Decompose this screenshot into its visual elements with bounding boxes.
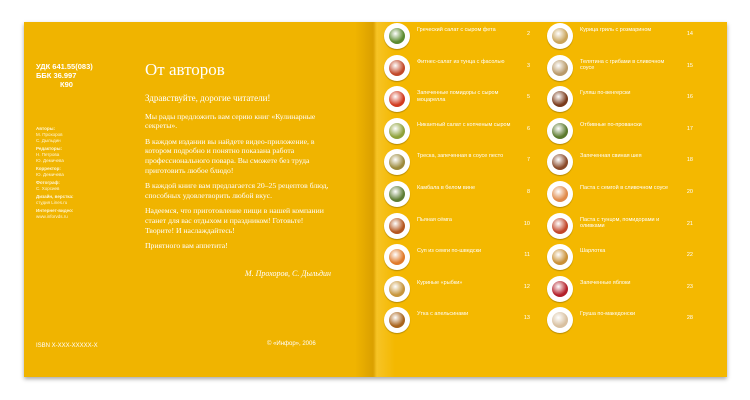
page-number: 10 (523, 220, 530, 227)
dish-plate-icon (384, 86, 410, 112)
dish-name: Телятина с грибами в сливочном соусе (580, 58, 665, 72)
dish-plate-icon (547, 181, 573, 207)
dish-name: Никантный салат с копченым сыром (417, 121, 511, 128)
dish-name: Шарлотка (580, 248, 606, 255)
paragraph: В каждой книге вам предлагается 20–25 рецептов блюд, способных удовлетворить любой вкус. (145, 181, 329, 200)
dish-name: Запеченные яблоки (580, 279, 631, 286)
dish-name: Пьяная сёмга (417, 216, 452, 223)
dish-plate-icon (547, 55, 573, 81)
paragraph: Приятного вам аппетита! (145, 241, 228, 251)
toc-entry (547, 242, 707, 274)
dish-plate-icon (384, 149, 410, 175)
dish-name: Отбивные по-провански (580, 121, 642, 128)
page-number: 23 (686, 283, 693, 290)
toc-entry (384, 242, 544, 274)
dish-food-icon (552, 123, 568, 139)
credit-label: Дизайн, верстка: (36, 194, 74, 199)
dish-food-icon (552, 281, 568, 297)
page-number: 8 (526, 188, 530, 195)
udk-line: УДК 641.55(083) (36, 62, 93, 71)
dish-name: Паста с семгой в сливочном соусе (580, 184, 669, 191)
toc-entry (547, 116, 707, 148)
toc-entry (547, 179, 707, 211)
credit-label: Редакторы: (36, 146, 62, 151)
copyright: © «Инфор», 2006 (267, 341, 316, 347)
dish-name: Треска, запеченная в соусе песто (417, 153, 504, 160)
credits-block (36, 126, 126, 222)
dish-plate-icon (384, 55, 410, 81)
toc-entry (384, 116, 544, 148)
dish-name: Паста с тунцом, помидорами и оливками (580, 216, 660, 230)
page-number: 7 (526, 157, 530, 164)
toc-entry (547, 147, 707, 179)
dish-plate-icon (547, 307, 573, 333)
dish-food-icon (389, 123, 405, 139)
dish-plate-icon (384, 276, 410, 302)
dish-plate-icon (384, 23, 410, 49)
dish-plate-icon (547, 213, 573, 239)
dish-name: Греческий салат с сыром фета (417, 27, 496, 33)
greeting: Здравствуйте, дорогие читатели! (145, 93, 271, 103)
paragraph: Мы рады предложить вам серию книг «Кулинарные секреты». (145, 111, 316, 131)
credit-name: С. Дыльдин (36, 138, 61, 143)
paragraph: Надеемся, что приготовление пищи в нашей компании станет для вас отдыхом и праздником! Готовьте! Творите! И наслаждайтесь! (145, 206, 324, 235)
dish-food-icon (389, 60, 405, 76)
dish-food-icon (552, 312, 568, 328)
page-number: 17 (686, 125, 693, 132)
isbn: ISBN X-XXX-XXXXX-X (36, 343, 98, 349)
credit-name: С. Хорсиев (36, 186, 60, 191)
dish-food-icon (552, 28, 568, 44)
toc-entry (384, 53, 544, 85)
page-number: 21 (686, 220, 693, 227)
dish-plate-icon (547, 118, 573, 144)
toc-entry (384, 84, 544, 116)
dish-name: Груша по-македонски (580, 311, 636, 318)
toc-entry (547, 21, 707, 53)
dish-name: Гуляш по-венгерски (580, 90, 631, 97)
credit-name: Ю. Демичева (36, 158, 64, 163)
dish-food-icon (552, 60, 568, 76)
paragraph: В каждом издании вы найдете видео-приложение, в котором подробно и понятно показана работа профессионального повара. Вы сможете без труда приготовить любое блюдо! (145, 136, 315, 175)
credit-group (36, 126, 126, 144)
dish-food-icon (389, 312, 405, 328)
page-number: 2 (526, 31, 530, 37)
dish-food-icon (389, 249, 405, 265)
page-title: От авторов (145, 60, 225, 79)
dish-plate-icon (384, 213, 410, 239)
toc-entry (384, 147, 544, 179)
dish-plate-icon (547, 149, 573, 175)
dish-food-icon (389, 91, 405, 107)
page-number: 11 (524, 252, 530, 259)
page-number: 12 (523, 283, 530, 290)
dish-food-icon (552, 91, 568, 107)
dish-name: Запеченная свиная шея (580, 153, 642, 160)
toc-column-left (384, 21, 544, 337)
credit-label: Корректор: (36, 166, 61, 171)
dish-name: Фитнес-салат из тунца с фасолью (417, 58, 505, 65)
dish-food-icon (389, 154, 405, 170)
dish-food-icon (552, 186, 568, 202)
toc-entry (547, 53, 707, 85)
authors-signature: М. Прохоров, С. Дыльдин (244, 269, 331, 278)
dish-plate-icon (547, 276, 573, 302)
dish-food-icon (389, 218, 405, 234)
credit-label: Фотограф: (36, 180, 60, 185)
page-number: 18 (686, 157, 693, 164)
toc-entry (384, 179, 544, 211)
dish-name: Камбала в белом вине (417, 184, 476, 191)
dish-name: Запеченные помидоры с сыром моцарелла (417, 90, 499, 103)
page-number: 15 (686, 62, 693, 69)
left-page (24, 22, 375, 377)
credit-label: Интернет-видео: (36, 208, 74, 213)
page-number: 6 (526, 125, 530, 132)
dish-name: Утка с апельсинами (417, 311, 469, 318)
toc-entry (547, 211, 707, 243)
author-sign-line: К90 (60, 80, 73, 89)
credit-name: М. Прохоров (36, 132, 63, 137)
credit-group (36, 180, 126, 192)
foreword-text (145, 94, 331, 257)
page-number: 22 (686, 252, 693, 259)
dish-plate-icon (547, 23, 573, 49)
dish-food-icon (552, 218, 568, 234)
credit-name: Н. Петрова (36, 152, 60, 157)
bbk-line: ББК 36.997 (36, 71, 77, 80)
credit-group (36, 194, 126, 206)
toc-entry (384, 21, 544, 53)
toc-entry (547, 305, 707, 337)
dish-name: Курица гриль с розмарином (580, 27, 652, 33)
dish-food-icon (389, 28, 405, 44)
page-number: 16 (686, 94, 693, 101)
toc-entry (384, 211, 544, 243)
page-number: 20 (686, 188, 693, 195)
page-number: 14 (686, 31, 693, 37)
dish-food-icon (389, 186, 405, 202)
dish-food-icon (552, 154, 568, 170)
credit-label: Авторы: (36, 126, 55, 131)
dish-plate-icon (384, 244, 410, 270)
credit-group (36, 166, 126, 178)
toc-column-right (547, 21, 707, 337)
dish-plate-icon (384, 118, 410, 144)
credit-name: студия Lines.ru (36, 200, 68, 205)
page-number: 5 (526, 94, 530, 101)
toc-entry (384, 305, 544, 337)
dish-plate-icon (547, 86, 573, 112)
toc-entry (384, 274, 544, 306)
dish-food-icon (552, 249, 568, 265)
page-number: 3 (526, 62, 530, 69)
dish-plate-icon (547, 244, 573, 270)
dish-plate-icon (384, 181, 410, 207)
page-number: 13 (523, 315, 530, 322)
dish-name: Суп из семги по-шведски (417, 248, 482, 255)
credit-name: www.inforvds.ru (36, 214, 68, 219)
credit-name: Ю. Демичева (36, 172, 64, 177)
credit-group (36, 146, 126, 164)
dish-name: Куриные «рыбки» (417, 279, 463, 286)
dish-plate-icon (384, 307, 410, 333)
page-number: 28 (686, 315, 693, 322)
credit-group (36, 208, 126, 220)
toc-entry (547, 84, 707, 116)
toc-entry (547, 274, 707, 306)
dish-food-icon (389, 281, 405, 297)
udk-block (36, 62, 93, 89)
